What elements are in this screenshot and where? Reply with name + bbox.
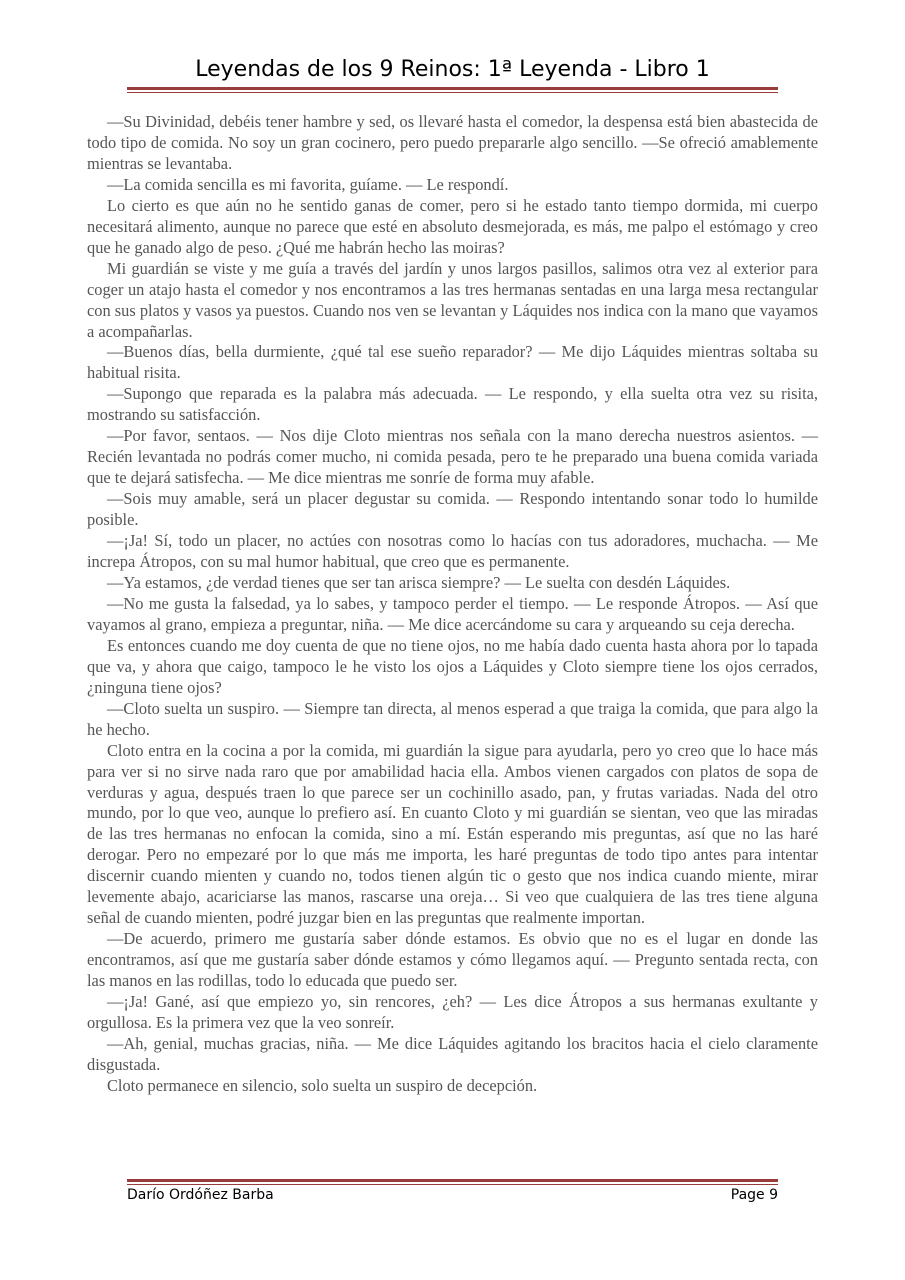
body-text (87, 112, 818, 1097)
paragraph: —Cloto suelta un suspiro. — Siempre tan directa, al menos esperad a que traiga la comida, que para algo la he hecho. (87, 698, 818, 739)
page-header-title: Leyendas de los 9 Reinos: 1ª Leyenda - Libro 1 (195, 57, 710, 82)
paragraph: —Ya estamos, ¿de verdad tienes que ser tan arisca siempre? — Le suelta con desdén Láquides. (107, 572, 731, 592)
paragraph: —Ah, genial, muchas gracias, niña. — Me dice Láquides agitando los bracitos hacia el cielo claramente disgustada. (87, 1033, 818, 1074)
paragraph: Cloto permanece en silencio, solo suelta un suspiro de decepción. (107, 1075, 538, 1095)
paragraph: —De acuerdo, primero me gustaría saber dónde estamos. Es obvio que no es el lugar en donde las encontramos, así que me gustaría saber dónde estamos y cómo llegamos aquí. — Pregunto sentada recta, con las manos en las rodillas, todo lo educada que puedo ser. (87, 929, 818, 991)
page-footer (127, 1187, 778, 1203)
footer-author: Darío Ordóñez Barba (127, 1187, 274, 1203)
header-rule (127, 87, 778, 93)
paragraph: —Su Divinidad, debéis tener hambre y sed, os llevaré hasta el comedor, la despensa está bien abastecida de todo tipo de comida. No soy un gran cocinero, pero puedo prepararle algo sencillo. —Se ofreció amablemente mientras se levantaba. (87, 112, 818, 173)
paragraph: —La comida sencilla es mi favorita, guíame. — Le respondí. (107, 174, 509, 194)
footer-rule (127, 1179, 778, 1185)
paragraph: —Por favor, sentaos. — Nos dije Cloto mientras nos señala con la mano derecha nuestros asientos. — Recién levantada no podrás comer mucho, ni comida pesada, pero te he preparado una buena comida variada que te dejará satisfecha. — Me dice mientras me sonríe de forma muy afable. (87, 426, 818, 488)
paragraph: Mi guardián se viste y me guía a través del jardín y unos largos pasillos, salimos otra vez al exterior para coger un atajo hasta el comedor y nos encontramos a las tres hermanas sentadas en una larga mesa rectangular con sus platos y vasos ya puestos. Cuando nos ven se levantan y Láquides nos indica con la mano que vayamos a acompañarlas. (87, 258, 818, 341)
paragraph: —Supongo que reparada es la palabra más adecuada. — Le respondo, y ella suelta otra vez su risita, mostrando su satisfacción. (87, 384, 818, 425)
paragraph: Cloto entra en la cocina a por la comida, mi guardián la sigue para ayudarla, pero yo creo que lo hace más para ver si no sirve nada raro que por amabilidad hacia ella. Ambos vienen cargados con platos de sopa de verduras y agua, después traen lo que parece ser un cochinillo asado, pan, y frutas variadas. Nada del otro mundo, por lo que veo, aunque lo prefiero así. En cuanto Cloto y mi guardián se sientan, veo que las miradas de las tres hermanas no enfocan la comida, sino a mí. Están esperando mis preguntas, así que no las haré derogar. Pero no empezaré por lo que más me importa, les haré preguntas de todo tipo antes para intentar discernir cuando mienten y cuando no, todos tienen algún tic o gesto que nos indica cuando miente, mirar levemente abajo, acariciarse las manos, rascarse una oreja… Si veo que cualquiera de las tres tiene alguna señal de cuando mienten, podré juzgar bien en las preguntas que realmente importan. (87, 740, 818, 928)
paragraph: —¡Ja! Gané, así que empiezo yo, sin rencores, ¿eh? — Les dice Átropos a sus hermanas exultante y orgullosa. Es la primera vez que la veo sonreír. (87, 992, 818, 1032)
paragraph: —Sois muy amable, será un placer degustar su comida. — Respondo intentando sonar todo lo humilde posible. (87, 489, 818, 530)
paragraph: Es entonces cuando me doy cuenta de que no tiene ojos, no me había dado cuenta hasta ahora por lo tapada que va, y ahora que caigo, tampoco le he visto los ojos a Láquides y Cloto siempre tiene los ojos cerrados, ¿ninguna tiene ojos? (87, 635, 818, 697)
paragraph: —¡Ja! Sí, todo un placer, no actúes con nosotras como lo hacías con tus adoradores, muchacha. — Me increpa Átropos, con su mal humor habitual, que creo que es permanente. (87, 531, 818, 572)
paragraph: —No me gusta la falsedad, ya lo sabes, y tampoco perder el tiempo. — Le responde Átropos. — Así que vayamos al grano, empieza a preguntar, niña. — Me dice acercándome su cara y arqueando su ceja derecha. (87, 593, 818, 634)
paragraph: Lo cierto es que aún no he sentido ganas de comer, pero si he estado tanto tiempo dormida, mi cuerpo necesitará alimento, aunque no parece que esté en absoluto desmejorada, es más, me palpo el estómago y creo que he ganado algo de peso. ¿Qué me habrán hecho las moiras? (87, 195, 818, 257)
page-number: Page 9 (730, 1187, 778, 1203)
paragraph: —Buenos días, bella durmiente, ¿qué tal ese sueño reparador? — Me dijo Láquides mientras soltaba su habitual risita. (87, 342, 818, 383)
